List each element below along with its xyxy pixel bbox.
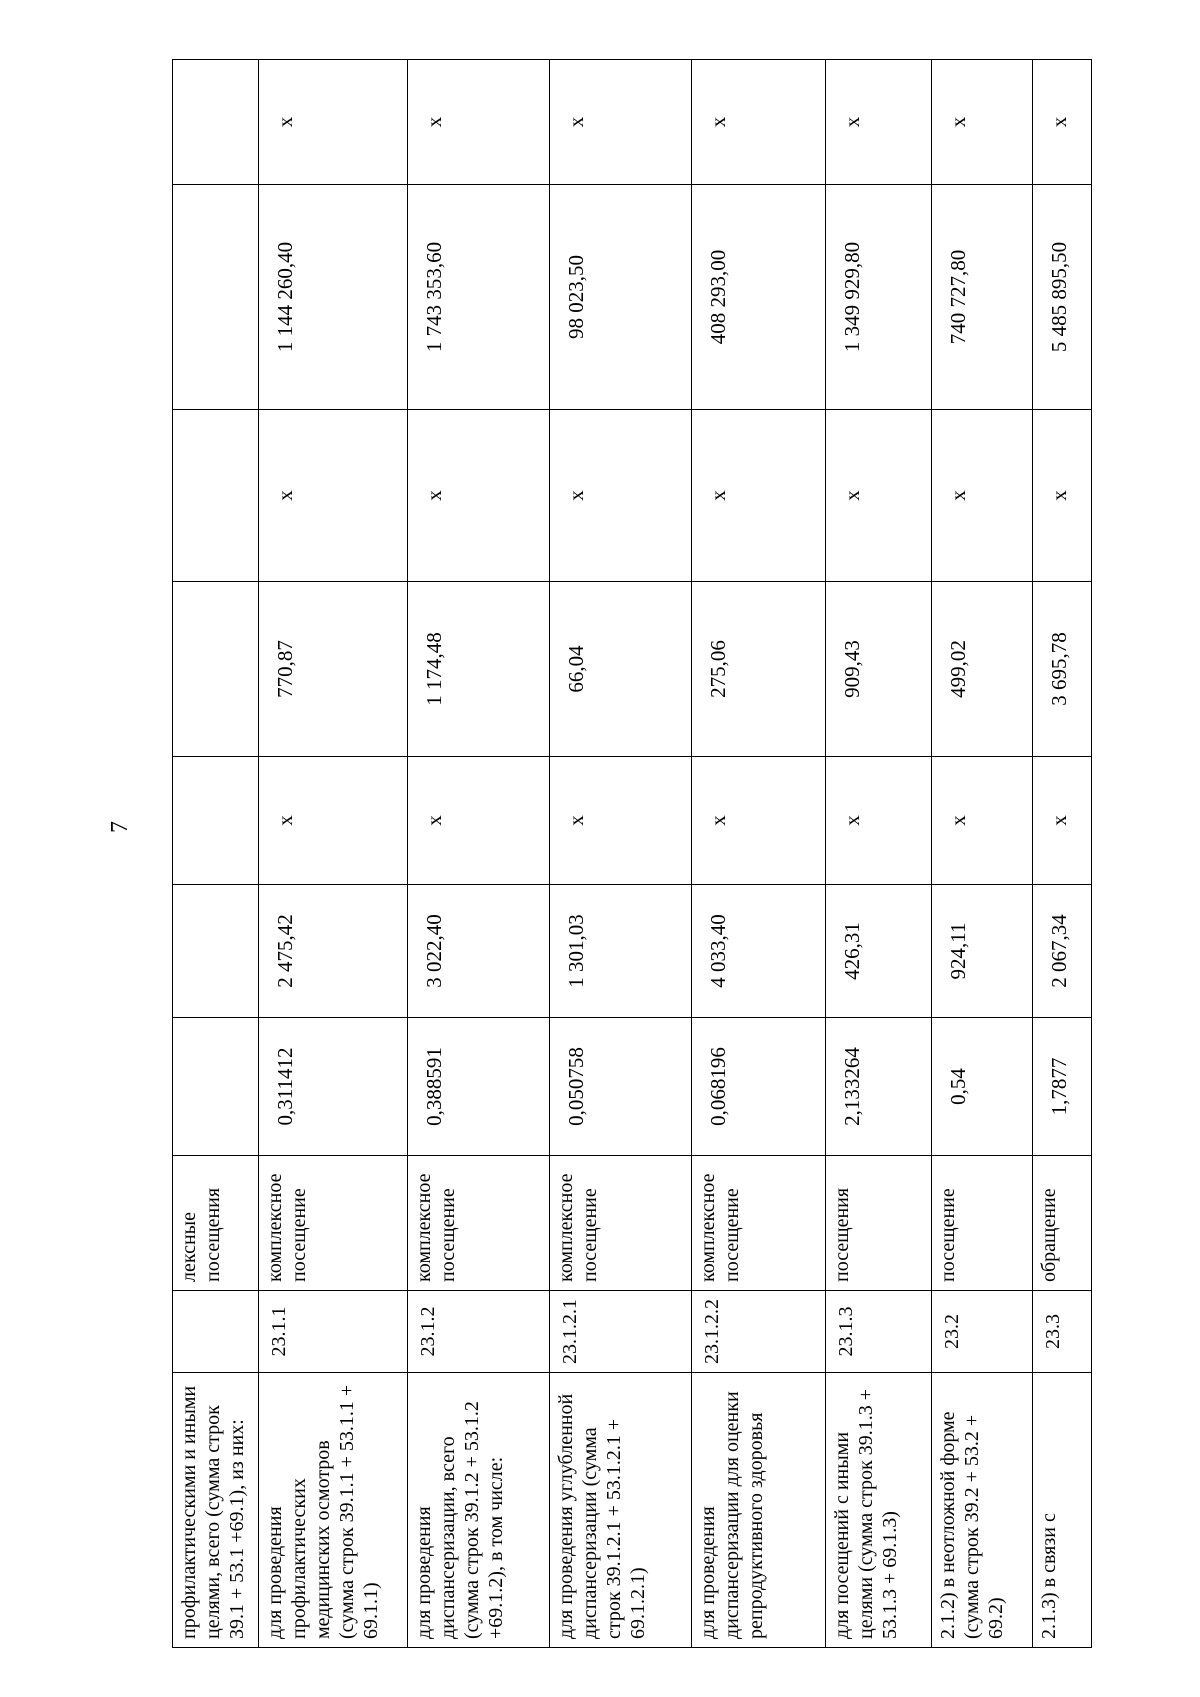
unit-cell: комплексное посещение	[549, 1156, 691, 1291]
value-cell	[173, 60, 259, 185]
value-cell: х	[932, 60, 1033, 185]
value-cell	[173, 1018, 259, 1156]
value-cell: х	[259, 60, 408, 185]
row-code-cell: 23.1.3	[825, 1291, 931, 1373]
row-code-cell: 23.1.2	[408, 1291, 550, 1373]
value-cell: х	[825, 60, 931, 185]
value-cell: х	[549, 757, 691, 885]
row-name-cell: для посещений с иными целями (сумма строк 39.1.3 + 53.1.3 + 69.1.3)	[825, 1373, 931, 1648]
value-cell: 924,11	[932, 885, 1033, 1018]
value-cell: х	[408, 60, 550, 185]
table-row	[932, 60, 1033, 1648]
value-cell: 3 022,40	[408, 885, 550, 1018]
value-cell	[173, 410, 259, 582]
value-cell: х	[825, 757, 931, 885]
value-cell: 0,54	[932, 1018, 1033, 1156]
unit-cell: комплексное посещение	[691, 1156, 825, 1291]
value-cell: 0,311412	[259, 1018, 408, 1156]
value-cell: 1 144 260,40	[259, 185, 408, 410]
value-cell	[173, 885, 259, 1018]
value-cell: 0,068196	[691, 1018, 825, 1156]
table-row	[549, 60, 691, 1648]
value-cell: 98 023,50	[549, 185, 691, 410]
unit-cell: обращение	[1033, 1156, 1092, 1291]
value-cell: 1,7877	[1033, 1018, 1092, 1156]
value-cell: 0,388591	[408, 1018, 550, 1156]
unit-cell: комплексное посещение	[259, 1156, 408, 1291]
value-cell: 2 067,34	[1033, 885, 1092, 1018]
row-name-cell: для проведения углубленной диспансеризации (сумма строк 39.1.2.1 + 53.1.2.1 + 69.1.2.1)	[549, 1373, 691, 1648]
financing-table	[172, 59, 1092, 1648]
row-name-cell: для проведения профилактических медицинских осмотров (сумма строк 39.1.1 + 53.1.1 + 69.1.1)	[259, 1373, 408, 1648]
value-cell: х	[408, 410, 550, 582]
value-cell: 0,050758	[549, 1018, 691, 1156]
value-cell: 740 727,80	[932, 185, 1033, 410]
value-cell: 909,43	[825, 582, 931, 757]
value-cell: 2,133264	[825, 1018, 931, 1156]
value-cell: 426,31	[825, 885, 931, 1018]
value-cell	[173, 757, 259, 885]
value-cell: 1 349 929,80	[825, 185, 931, 410]
page-number: 7	[107, 821, 133, 833]
value-cell	[173, 185, 259, 410]
table-row	[691, 60, 825, 1648]
value-cell: 275,06	[691, 582, 825, 757]
rotated-table-container	[172, 60, 1092, 1648]
value-cell: х	[825, 410, 931, 582]
value-cell: 1 174,48	[408, 582, 550, 757]
row-name-cell: 2.1.2) в неотложной форме (сумма строк 39.2 + 53.2 + 69.2)	[932, 1373, 1033, 1648]
row-code-cell: 23.2	[932, 1291, 1033, 1373]
value-cell: 408 293,00	[691, 185, 825, 410]
value-cell: х	[1033, 757, 1092, 885]
row-code-cell: 23.1.2.2	[691, 1291, 825, 1373]
row-name-cell: для проведения диспансеризации, всего (сумма строк 39.1.2 + 53.1.2 +69.1.2), в том числе:	[408, 1373, 550, 1648]
value-cell: х	[259, 410, 408, 582]
unit-cell: посещения	[825, 1156, 931, 1291]
value-cell: 770,87	[259, 582, 408, 757]
table-row	[825, 60, 931, 1648]
value-cell: х	[549, 60, 691, 185]
value-cell: х	[549, 410, 691, 582]
value-cell: х	[691, 757, 825, 885]
row-name-cell: для проведения диспансеризации для оценки репродуктивного здоровья	[691, 1373, 825, 1648]
unit-cell: комплексное посещение	[408, 1156, 550, 1291]
value-cell: х	[408, 757, 550, 885]
value-cell: х	[1033, 60, 1092, 185]
value-cell: х	[259, 757, 408, 885]
value-cell: 4 033,40	[691, 885, 825, 1018]
value-cell: 5 485 895,50	[1033, 185, 1092, 410]
value-cell: 66,04	[549, 582, 691, 757]
value-cell: 3 695,78	[1033, 582, 1092, 757]
value-cell: 1 301,03	[549, 885, 691, 1018]
unit-cell: посещение	[932, 1156, 1033, 1291]
table-row	[1033, 60, 1092, 1648]
row-name-cell: 2.1.3) в связи с	[1033, 1373, 1092, 1648]
row-code-cell: 23.3	[1033, 1291, 1092, 1373]
value-cell: 499,02	[932, 582, 1033, 757]
value-cell: 1 743 353,60	[408, 185, 550, 410]
row-code-cell: 23.1.2.1	[549, 1291, 691, 1373]
value-cell: х	[1033, 410, 1092, 582]
row-name-cell: профилактическими и иными целями, всего (сумма строк 39.1 + 53.1 +69.1), из них:	[173, 1373, 259, 1648]
row-code-cell	[173, 1291, 259, 1373]
table-row	[408, 60, 550, 1648]
table-row	[259, 60, 408, 1648]
value-cell: х	[691, 410, 825, 582]
value-cell	[173, 582, 259, 757]
value-cell: х	[932, 757, 1033, 885]
value-cell: 2 475,42	[259, 885, 408, 1018]
row-code-cell: 23.1.1	[259, 1291, 408, 1373]
value-cell: х	[691, 60, 825, 185]
table-row	[173, 60, 259, 1648]
value-cell: х	[932, 410, 1033, 582]
unit-cell: лексные посещения	[173, 1156, 259, 1291]
